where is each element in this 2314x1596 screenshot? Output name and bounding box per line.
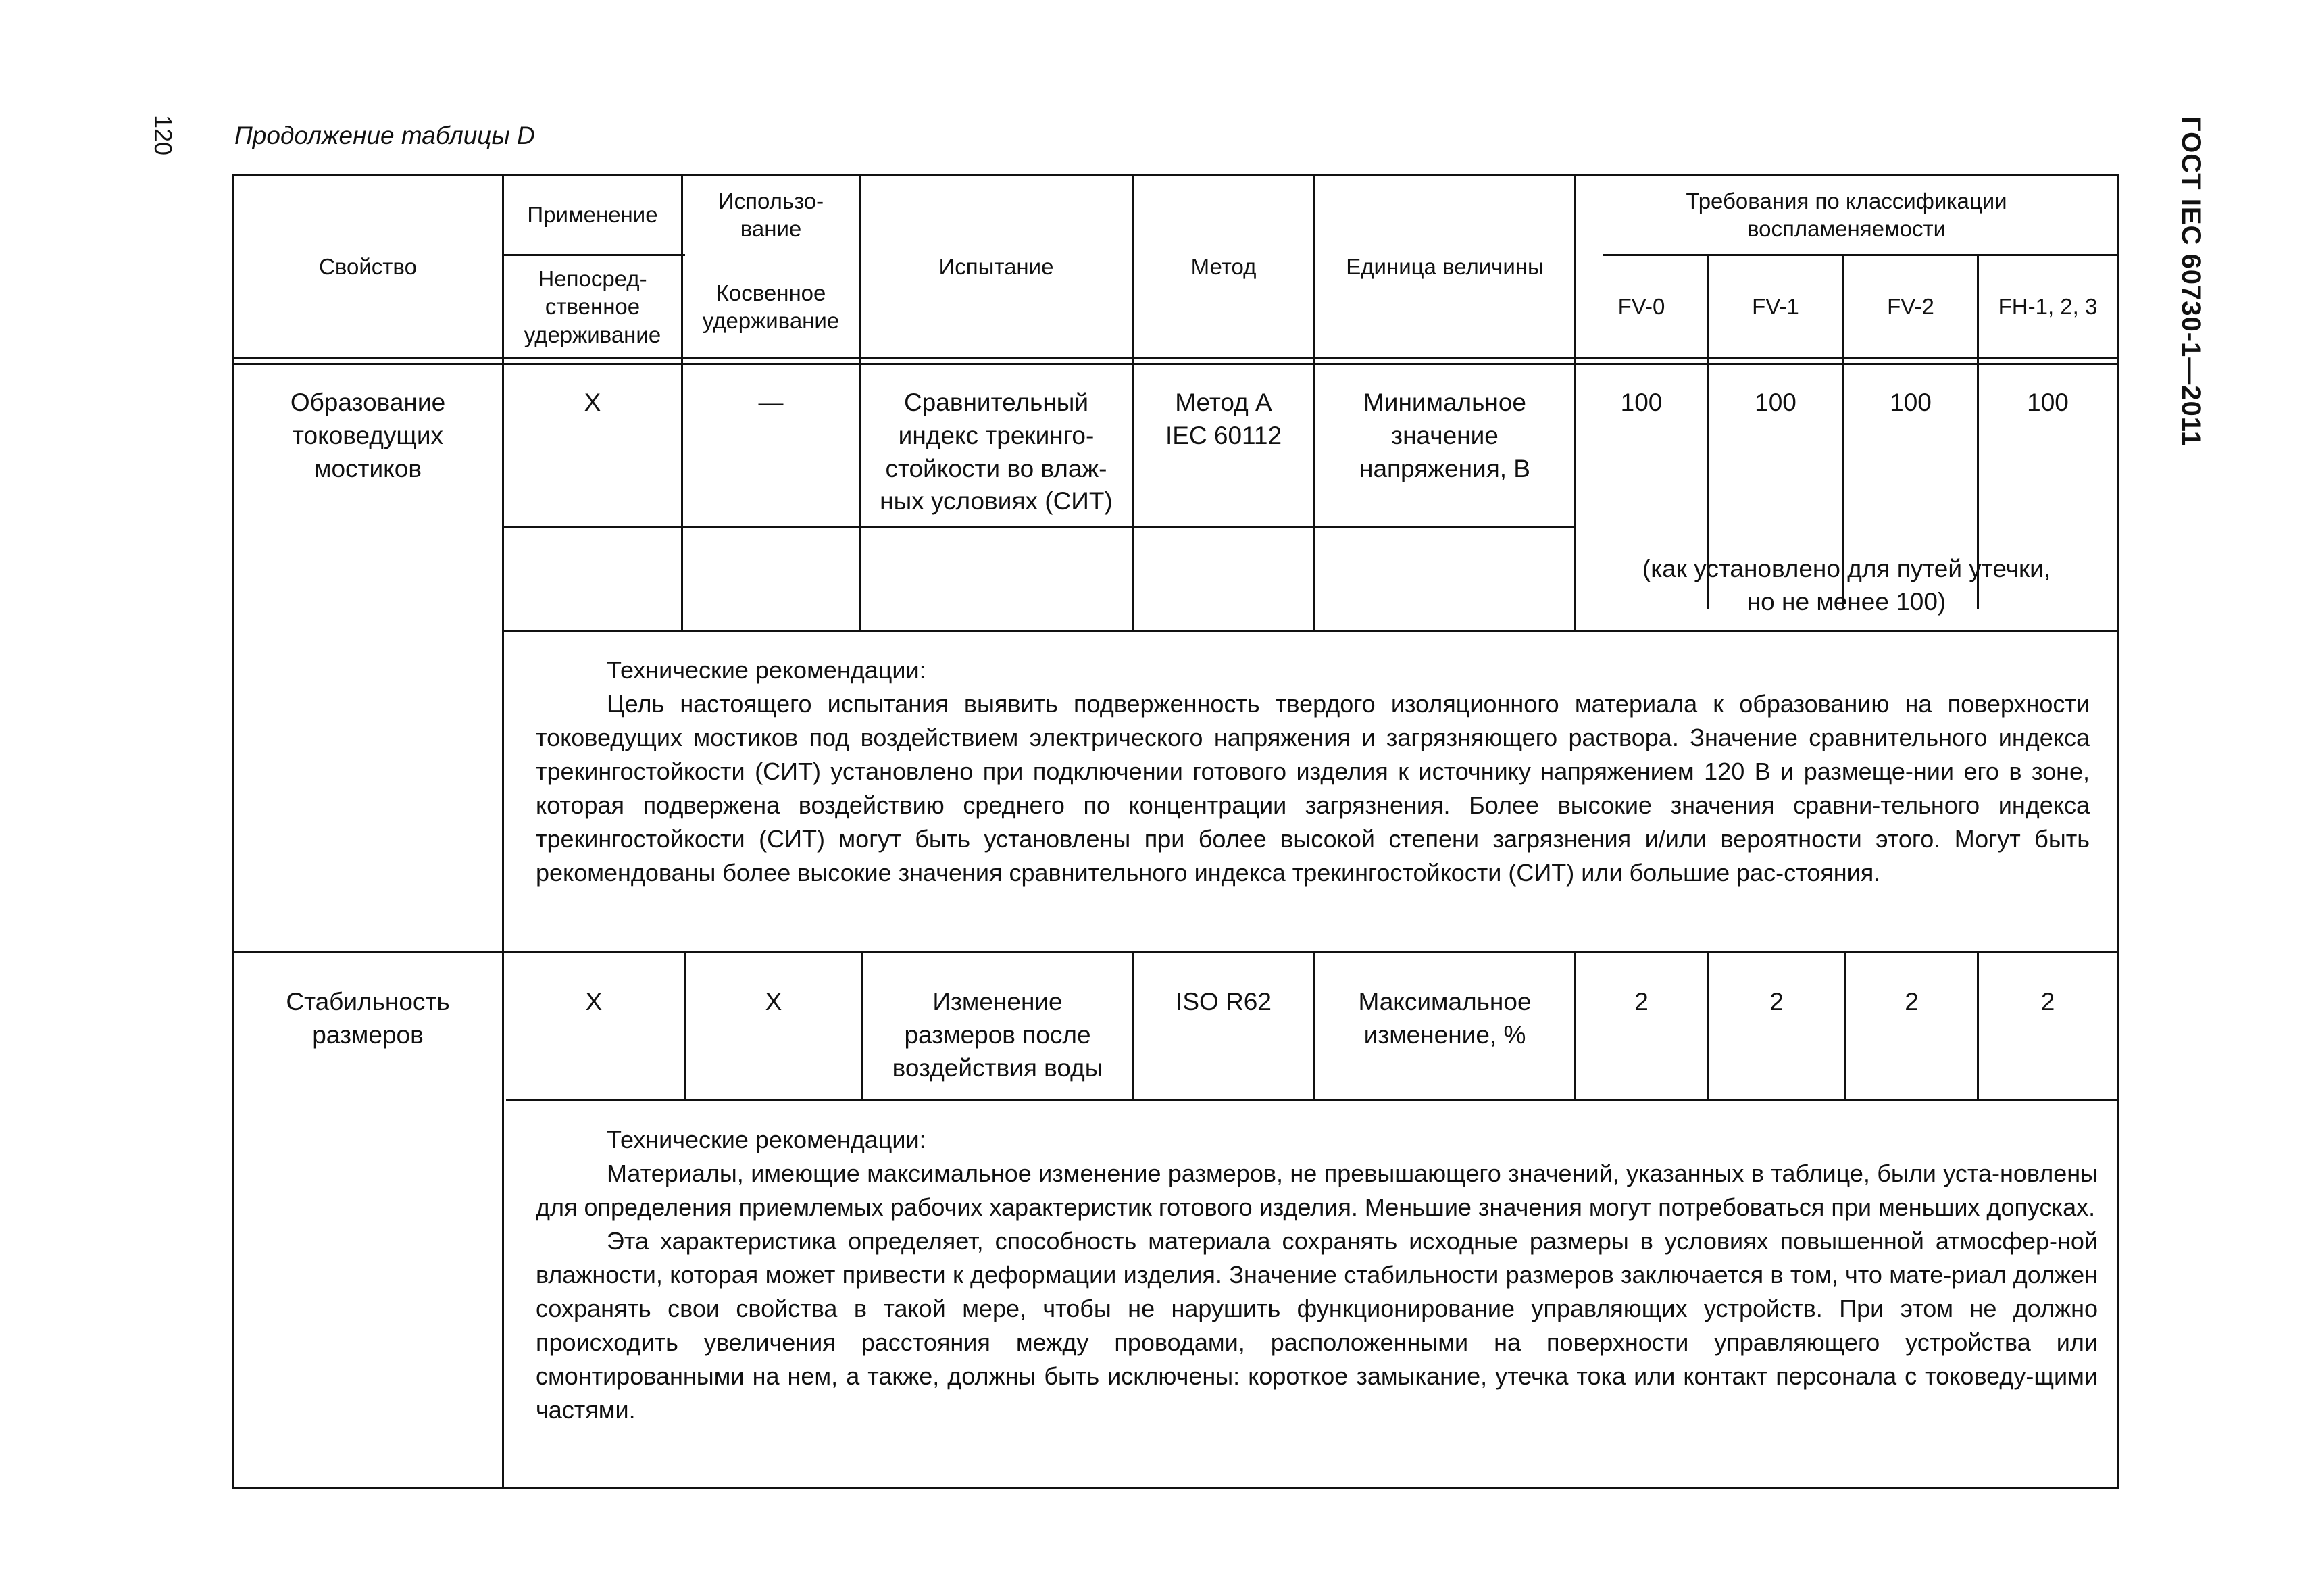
header-method: Метод xyxy=(1190,253,1257,279)
header-direct-retention: Непосред- ственное удерживание xyxy=(524,266,661,347)
row1-property: Образование токоведущих мостиков xyxy=(290,389,446,482)
row1-indirect: — xyxy=(758,389,784,416)
table-border-left xyxy=(232,174,234,1489)
row2-value-fh: 2 xyxy=(2040,988,2055,1016)
row2-value-fv0: 2 xyxy=(1634,988,1649,1016)
row2-recommendations xyxy=(536,1123,2098,1427)
data-table xyxy=(232,174,2119,1489)
row1-unit: Минимальное значение напряжения, В xyxy=(1359,389,1530,482)
row-divider xyxy=(506,1099,2119,1101)
running-title: Продолжение таблицы D xyxy=(234,122,535,149)
row2-test: Изменение размеров после воздействия воды xyxy=(892,988,1103,1082)
row2-unit: Максимальное изменение, % xyxy=(1358,988,1532,1049)
table-border-right xyxy=(2117,174,2119,1489)
row1-direct: X xyxy=(584,389,601,416)
row2-indirect: X xyxy=(765,988,782,1016)
row-divider xyxy=(502,630,2119,632)
recommendations-heading: Технические рекомендации: xyxy=(607,656,926,684)
recommendations-paragraph: Цель настоящего испытания выявить подверженность твердого изоляционного материала к образованию на поверхности токоведущих мостиков под воздействием электрического напряжения и загрязняющего раствора. Значение сравнительного индекса трекингостойкости (СИТ) установлено при подключении готового изделия к источнику напряжением 120 В и размеще-нии его в зоне, которая подвержена воздействию среднего по концентрации загрязнения. Более высокие значения сравни-тельного индекса трекингостойкости (СИТ) могут быть установлены при более высокой степени загрязнения и/или вероятности этого. Могут быть рекомендованы более высокие значения сравнительного индекса трекингостойкости (СИТ) или большие рас-стояния. xyxy=(536,690,2090,887)
row2-value-fv1: 2 xyxy=(1769,988,1784,1016)
header-unit: Единица величины xyxy=(1346,253,1544,279)
standard-code: ГОСТ IEC 60730-1—2011 xyxy=(2176,116,2206,447)
recommendations-paragraph: Материалы, имеющие максимальное изменение размеров, не превышающего значений, указанных в таблице, были уста-новлены для определения приемлемых рабочих характеристик готового изделия. Меньшие значения могут потребоваться при меньших допусках. xyxy=(536,1159,2098,1221)
row1-test: Сравнительный индекс трекинго- стойкости во влаж- ных условиях (СИТ) xyxy=(880,389,1113,516)
row2-direct: X xyxy=(585,988,603,1016)
header-bottom-rule xyxy=(232,357,2119,359)
header-property: Свойство xyxy=(319,253,417,279)
header-application: Применение xyxy=(527,202,658,228)
header-bottom-rule-double xyxy=(232,363,2119,365)
row1-value-fv0: 100 xyxy=(1620,389,1663,416)
row-divider xyxy=(232,951,2119,953)
header-class-fh: FH-1, 2, 3 xyxy=(1998,294,2098,320)
recommendations-heading: Технические рекомендации: xyxy=(607,1126,926,1153)
header-class-fv1: FV-1 xyxy=(1752,294,1799,320)
row-divider xyxy=(502,526,1576,528)
page-number: 120 xyxy=(149,115,177,156)
table-border-bottom xyxy=(232,1487,2119,1489)
row2-method: ISO R62 xyxy=(1176,988,1272,1016)
header-class-fv2: FV-2 xyxy=(1887,294,1934,320)
row2-value-fv2: 2 xyxy=(1905,988,1919,1016)
row2-property: Стабильность размеров xyxy=(286,988,450,1049)
row1-recommendations xyxy=(536,653,2090,890)
header-flammability: Требования по классификации воспламеняемости xyxy=(1686,188,2007,241)
recommendations-paragraph: Эта характеристика определяет, способность материала сохранять исходные размеры в условиях повышенной атмосфер-ной влажности, которая может привести к деформации изделия. Значение стабильности размеров заключается в том, что мате-риал должен сохранять свои свойства в такой мере, чтобы не нарушить функционирование управляющих устройств. При этом не должно происходить увеличения расстояния между проводами, расположенными на поверхности управляющего устройства или смонтированными на нем, а также, должны быть исключены: короткое замыкание, утечка тока или контакт персонала с токоведу-щими частями. xyxy=(536,1227,2098,1424)
row1-value-fv2: 100 xyxy=(1890,389,1932,416)
row1-values-note: (как установлено для путей утечки, но не менее 100) xyxy=(1642,555,2051,616)
row1-value-fv1: 100 xyxy=(1755,389,1796,416)
column-rule xyxy=(502,174,504,1489)
row1-method: Метод А IEC 60112 xyxy=(1165,389,1282,449)
header-test: Испытание xyxy=(938,253,1054,279)
header-class-fv0: FV-0 xyxy=(1617,294,1665,320)
header-usage: Использо- вание xyxy=(718,188,824,241)
row1-value-fh: 100 xyxy=(2027,389,2069,416)
header-indirect-retention: Косвенное удерживание xyxy=(702,280,840,333)
